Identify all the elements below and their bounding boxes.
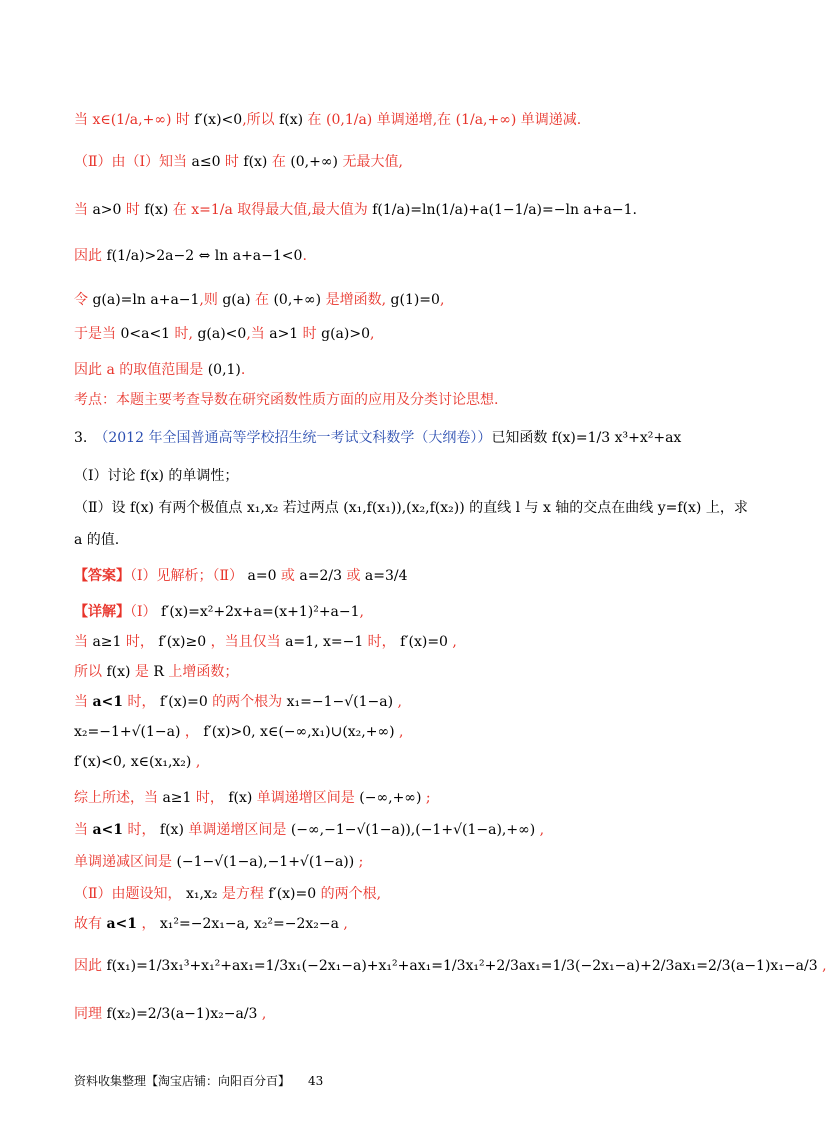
text-segment: 时，: [191, 790, 229, 806]
math-expression: g(1)=0: [390, 292, 440, 308]
text-segment: 是方程: [217, 886, 269, 902]
text-segment: 当: [74, 822, 93, 838]
math-expression: a=0: [247, 568, 277, 584]
text-segment: 是: [130, 664, 154, 680]
text-segment: 当: [74, 694, 93, 710]
math-expression: a>1: [269, 326, 299, 342]
math-expression: a<1: [92, 694, 123, 710]
text-segment: 于是当: [74, 326, 121, 342]
text-segment: 是增函数,: [321, 292, 391, 308]
math-expression: f(x₂)=2/3(a−1)x₂−a/3: [106, 1006, 258, 1022]
text-line-l3: [74, 200, 740, 220]
text-segment: ,: [257, 1006, 267, 1022]
text-segment: 在: [267, 154, 291, 170]
text-segment: 令: [74, 292, 93, 308]
math-expression: x₁²=−2x₁−a, x₂²=−2x₂−a: [159, 916, 339, 932]
text-line-l26: [74, 1004, 740, 1024]
page-footer: [74, 1072, 323, 1089]
text-segment: 因此 a 的取值范围是: [74, 362, 208, 378]
text-line-l22: [74, 852, 740, 872]
text-segment: ,则: [199, 292, 223, 308]
math-expression: f(1/a)=ln(1/a)+a(1−1/a)=−ln a+a−1.: [372, 202, 637, 218]
text-segment: 无最大值,: [338, 154, 403, 170]
math-expression: f′(x)=0: [400, 634, 448, 650]
math-expression: f′(x)<0: [194, 112, 243, 128]
text-line-l15: [74, 632, 740, 652]
math-expression: a 的值.: [74, 532, 120, 548]
text-segment: 综上所述，当: [74, 790, 163, 806]
text-line-l23: [74, 884, 740, 904]
text-line-l24: [74, 914, 740, 934]
text-segment: 在 (0,1/a) 单调递增,在 (1/a,+∞) 单调递减.: [303, 112, 582, 128]
text-line-l1: [74, 110, 740, 130]
math-expression: f′(x)=0: [159, 694, 208, 710]
math-expression: a<1: [92, 822, 123, 838]
text-segment: 考点：本题主要考查导数在研究函数性质方面的应用及分类讨论思想.: [74, 392, 499, 408]
math-expression: 3.: [74, 430, 102, 446]
text-segment: ,: [439, 292, 445, 308]
text-line-l19: [74, 752, 740, 772]
text-segment: （Ⅰ）: [130, 604, 161, 620]
text-segment: ,: [191, 754, 201, 770]
text-segment: 或: [276, 568, 300, 584]
text-segment: ,: [359, 604, 364, 620]
math-expression: f(1/a)>2a−2 ⇔ ln a+a−1<0: [106, 248, 303, 264]
text-segment: 的两个根,: [316, 886, 382, 902]
math-expression: （Ⅱ）设 f(x) 有两个极值点 x₁,x₂ 若过两点 (x₁,f(x₁)),(x₂,f(x₂)) 的直线 l 与 x 轴的交点在曲线 y=f(x) 上，求: [74, 500, 748, 516]
text-line-l14: [74, 602, 740, 622]
math-expression: x₂=−1+√(1−a): [74, 724, 181, 740]
math-expression: (0,+∞): [273, 292, 322, 308]
math-expression: f(x)=1/3 x³+x²+ax: [551, 430, 682, 446]
text-line-l7: [74, 360, 740, 380]
math-expression: f′(x)=x²+2x+a=(x+1)²+a−1: [160, 604, 360, 620]
text-segment: （Ⅱ）由（Ⅰ）知当: [74, 154, 192, 170]
text-segment: ,: [447, 634, 457, 650]
text-line-l20: [74, 788, 740, 808]
math-expression: a≥1: [162, 790, 192, 806]
text-segment: ，: [180, 724, 204, 740]
math-expression: a=1, x=−1: [285, 634, 364, 650]
text-segment: 或: [342, 568, 365, 584]
text-segment: ,: [817, 958, 827, 974]
text-segment: 时: [121, 202, 145, 218]
text-segment: 所以: [74, 664, 107, 680]
math-expression: f(x): [106, 664, 131, 680]
text-segment: 时,: [170, 326, 198, 342]
text-segment: 在: [250, 292, 274, 308]
text-line-l4: [74, 246, 740, 266]
text-segment: 单调递增区间是: [252, 790, 360, 806]
math-expression: （Ⅰ）讨论 f(x) 的单调性；: [74, 468, 239, 484]
text-segment: ;: [421, 790, 431, 806]
text-line-l6: [74, 324, 740, 344]
math-expression: f′(x)=0: [268, 886, 317, 902]
text-line-l10: [74, 466, 740, 486]
text-segment: ,当: [246, 326, 270, 342]
text-segment: 故有: [74, 916, 107, 932]
text-segment: （2012 年全国普通高等学校招生统一考试文科数学（大纲卷））: [101, 430, 492, 446]
math-expression: g(a): [222, 292, 251, 308]
text-segment: 因此: [74, 248, 107, 264]
text-segment: 单调递减区间是: [74, 854, 177, 870]
text-line-l13: [74, 566, 740, 586]
math-expression: x₁=−1−√(1−a): [286, 694, 394, 710]
text-segment: ，: [137, 916, 160, 932]
text-segment: ,: [394, 724, 404, 740]
math-expression: a<1: [106, 916, 137, 932]
text-segment: 上增函数；: [163, 664, 239, 680]
text-segment: 在 x=1/a 取得最大值,最大值为: [168, 202, 373, 218]
text-segment: ,: [369, 326, 375, 342]
text-segment: 当: [74, 634, 93, 650]
text-line-l12: [74, 530, 740, 550]
text-segment: 单调递增区间是: [183, 822, 291, 838]
math-expression: f(x₁)=1/3x₁³+x₁²+ax₁=1/3x₁(−2x₁−a)+x₁²+ax₁=1/3x₁²+2/3ax₁=1/3(−2x₁−a)+2/3ax₁=2/3(a−1)x₁−a/3: [106, 958, 818, 974]
footer-source-text: 资料收集整理【淘宝店铺：向阳百分百】: [74, 1074, 291, 1088]
text-segment: ，当且仅当: [206, 634, 286, 650]
text-segment: 时，: [123, 694, 160, 710]
math-expression: f′(x)≥0: [158, 634, 207, 650]
text-line-l16: [74, 662, 740, 682]
math-expression: (−∞,+∞): [359, 790, 422, 806]
math-expression: f(x): [279, 112, 304, 128]
math-expression: a=2/3: [299, 568, 342, 584]
math-expression: f(x): [144, 202, 169, 218]
math-expression: a=3/4: [364, 568, 408, 584]
text-segment: 因此: [74, 958, 107, 974]
text-segment: （Ⅰ）见解析；（Ⅱ）: [130, 568, 248, 584]
math-expression: (−1−√(1−a),−1+√(1−a)): [176, 854, 355, 870]
math-expression: f(x): [159, 822, 184, 838]
text-segment: ,所以: [242, 112, 280, 128]
math-expression: a≥1: [92, 634, 122, 650]
math-expression: f(x): [228, 790, 253, 806]
math-expression: 已知函数: [491, 430, 552, 446]
text-segment: 时: [220, 154, 244, 170]
text-segment: 当: [74, 202, 93, 218]
text-segment: 【详解】: [74, 604, 130, 620]
math-expression: (0,+∞): [290, 154, 338, 170]
text-line-l5: [74, 290, 740, 310]
text-segment: （Ⅱ）由题设知，: [74, 886, 186, 902]
text-segment: ;: [354, 854, 364, 870]
text-segment: 的两个根为: [207, 694, 287, 710]
math-expression: g(a)<0: [197, 326, 247, 342]
text-line-l18: [74, 722, 740, 742]
text-line-l21: [74, 820, 740, 840]
text-line-l8: [74, 390, 740, 410]
text-segment: ,: [535, 822, 545, 838]
math-expression: (0,1): [207, 362, 241, 378]
math-expression: x₁,x₂: [185, 886, 218, 902]
math-expression: f′(x)<0, x∈(x₁,x₂): [74, 754, 192, 770]
text-segment: 【答案】: [74, 568, 130, 584]
text-segment: 时: [298, 326, 322, 342]
text-segment: 当 x∈(1/a,+∞) 时: [74, 112, 195, 128]
math-expression: g(a)=ln a+a−1: [92, 292, 200, 308]
page-number: 43: [308, 1074, 324, 1088]
text-line-l9: [74, 428, 740, 448]
text-line-l25: [74, 956, 827, 976]
math-expression: (−∞,−1−√(1−a)),(−1+√(1−a),+∞): [290, 822, 536, 838]
text-segment: 时，: [121, 634, 159, 650]
text-segment: ,: [393, 694, 402, 710]
text-segment: ,: [338, 916, 348, 932]
text-segment: 时，: [123, 822, 160, 838]
math-expression: a>0: [92, 202, 122, 218]
text-segment: .: [302, 248, 307, 264]
math-expression: f(x): [243, 154, 268, 170]
text-segment: 同理: [74, 1006, 107, 1022]
math-expression: R: [153, 664, 164, 680]
math-expression: a≤0: [191, 154, 221, 170]
math-expression: g(a)>0: [321, 326, 370, 342]
math-expression: 0<a<1: [120, 326, 171, 342]
text-line-l17: [74, 692, 740, 712]
text-segment: .: [240, 362, 246, 378]
math-expression: f′(x)>0, x∈(−∞,x₁)∪(x₂,+∞): [203, 724, 395, 740]
text-segment: 时，: [363, 634, 401, 650]
text-line-l11: [74, 498, 748, 518]
text-line-l2: [74, 152, 740, 172]
